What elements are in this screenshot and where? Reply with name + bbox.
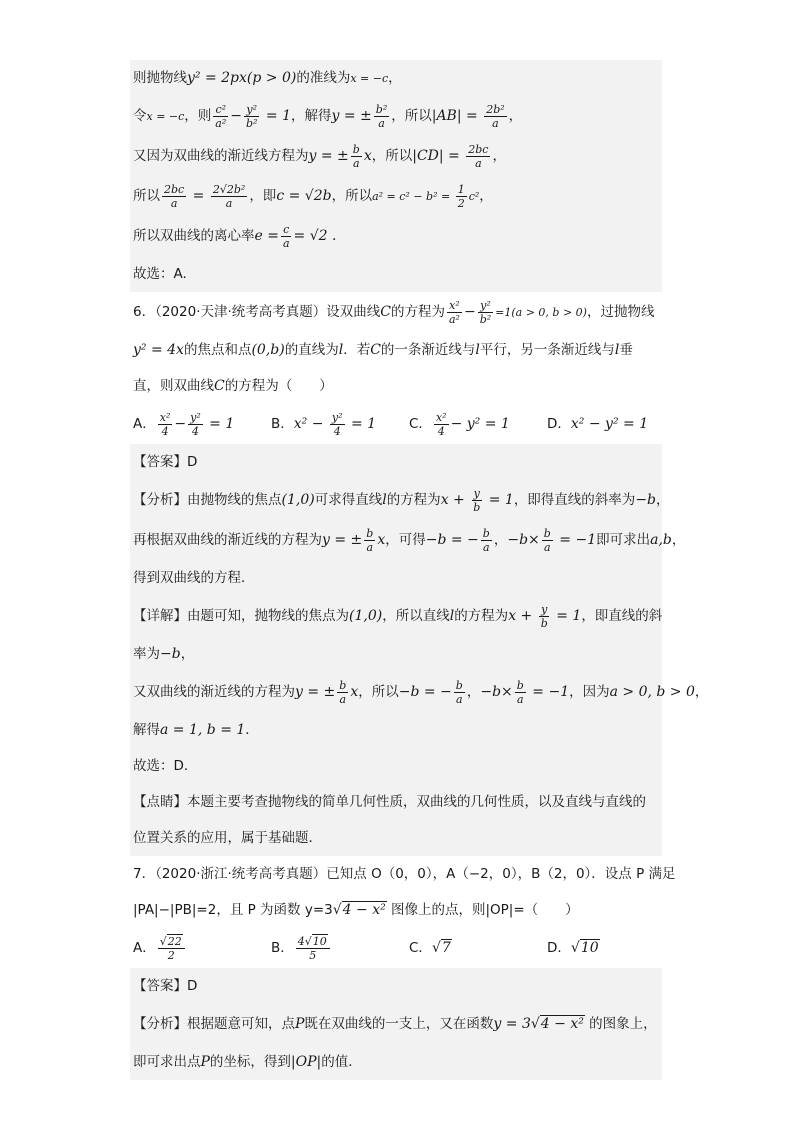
- text: 平行，另一条渐近线与: [479, 342, 615, 358]
- option-b[interactable]: B．x² − $\frac{\text{y²}}{4}$ = 1: [271, 410, 377, 438]
- formula: = √2 .: [293, 228, 337, 244]
- text-line: 【详解】由题可知，抛物线的焦点为(1,0)，所以直线l的方程为x + $\frac{y}{b}$ = 1，即直线的斜: [133, 602, 663, 630]
- analysis-text: 【分析】根据题意可知，点: [133, 1016, 295, 1032]
- solution-block-q6: [130, 444, 709, 856]
- formula: x = −c: [350, 72, 389, 85]
- text-line: 【分析】由抛物线的焦点(1,0)可求得直线l的方程为x + $\frac{y}{b}$ = 1，即得直线的斜率为−b，: [133, 486, 670, 514]
- solution-block-q5: [130, 60, 662, 292]
- text-line: [130, 560, 662, 596]
- formula: y² = 4x: [133, 342, 184, 358]
- text: ，: [508, 108, 523, 124]
- fraction: $\frac{\text{x²}}{\text{a²}}$: [449, 298, 460, 326]
- answer-label: 【答案】D: [133, 978, 198, 994]
- text-line: 又因为双曲线的渐近线方程为y = ± $\frac{b}{a}$ x，所以|CD| = $\frac{2bc}{a}$ ，: [133, 142, 506, 170]
- formula: c = √2b: [276, 188, 332, 204]
- fraction: $\frac{\text{b²}}{a}$: [375, 102, 388, 130]
- text-line: 所以 $\frac{2bc}{a}$ = $\frac{\text{2√2b²}}{a}$ ，即c = √2b，所以a² = c² − b² = $\frac{1}{2}$ c²，: [133, 182, 493, 210]
- text-line: 率为−b，: [133, 646, 195, 662]
- formula: x = −c: [146, 110, 185, 123]
- option-d[interactable]: D．x² − y² = 1: [547, 416, 649, 432]
- text: 的直线为: [284, 342, 339, 358]
- text-line: [130, 444, 662, 480]
- formula: (0,b): [251, 342, 285, 358]
- text-line: 令x = −c，则 $\frac{\text{c²}}{\text{a²}}$ − $\frac{\text{y²}}{\text{b²}}$ = 1，解得y = ± $\frac{\text{b²}}{a}$ ，所以|AB| = $\frac{\text{2b²}}{a}$ ，: [133, 102, 523, 130]
- solution-block-q7: [130, 968, 662, 1080]
- text: 的方程为: [391, 304, 445, 320]
- text: |PA|−|PB|=2，且 P 为函数 y=3: [133, 902, 333, 918]
- text: 的焦点和点: [183, 342, 252, 358]
- option-c[interactable]: C． $\frac{\text{x²}}{4}$ − y² = 1: [409, 410, 510, 438]
- fraction: $\frac{\text{2√2b²}}{a}$: [212, 182, 246, 210]
- answer-choice: 故选：A.: [133, 266, 187, 282]
- text-line: [130, 256, 662, 292]
- fraction: $\frac{2bc}{a}$: [164, 182, 185, 210]
- text: 的准线为: [296, 70, 351, 86]
- text: ，即: [249, 188, 277, 204]
- text: 令: [133, 108, 147, 124]
- text-line: [130, 968, 662, 1004]
- text-line: 即可求出点P的坐标，得到|OP|的值．: [133, 1054, 362, 1070]
- text-line: 又双曲线的渐近线的方程为y = ± $\frac{b}{a}$ x，所以−b = − $\frac{b}{a}$ ，−b× $\frac{b}{a}$ = −1，因为a > 0, b > 0，: [133, 678, 709, 706]
- text: ，所以: [331, 188, 373, 204]
- fraction: $\frac{1}{2}$: [457, 182, 465, 210]
- answer-choice: 故选：D．: [133, 758, 198, 774]
- document-page: [130, 60, 709, 1080]
- text-line: 【分析】根据题意可知，点P既在双曲线的一支上，又在函数y = 3√4 − x² 的图象上，: [133, 1016, 657, 1032]
- option-b[interactable]: B． $\frac{4√10}{5}$: [271, 928, 409, 968]
- fraction: $\frac{\text{2b²}}{a}$: [486, 102, 505, 130]
- text-line: y² = 4x的焦点和点(0,b)的直线为l．若C的一条渐近线与l平行，另一条渐近线与l垂: [133, 342, 633, 358]
- text-line: 直，则双曲线C的方程为（ ）: [133, 378, 333, 394]
- text-line: 解得a = 1, b = 1．: [133, 722, 259, 738]
- text: 所以: [133, 188, 160, 204]
- formula: e =: [254, 228, 279, 244]
- answer-label: 【答案】D: [133, 454, 198, 470]
- comment-text: 【点睛】本题主要考查抛物线的简单几何性质，双曲线的几何性质，以及直线与直线的: [133, 794, 646, 810]
- analysis-text: 即可求出点: [133, 1054, 201, 1070]
- text: ，则: [184, 108, 212, 124]
- detail-text: 解得: [133, 722, 160, 738]
- comment-text: 位置关系的应用，属于基础题．: [133, 830, 322, 846]
- analysis-text: 得到双曲线的方程．: [133, 570, 255, 586]
- option-d[interactable]: D．√10: [547, 940, 599, 956]
- fraction: $\frac{\text{y²}}{\text{b²}}$: [246, 102, 258, 130]
- text-line: |PA|−|PB|=2，且 P 为函数 y=3√4 − x² 图像上的点，则|OP|=（ ）: [133, 902, 579, 918]
- text-line: [130, 60, 662, 96]
- analysis-text: 【分析】由抛物线的焦点: [133, 492, 282, 508]
- text: 垂: [619, 342, 633, 358]
- detail-text: 【详解】由题可知，抛物线的焦点为: [133, 608, 349, 624]
- fraction: $\frac{\text{c²}}{\text{a²}}$: [215, 102, 227, 130]
- fraction: $\frac{\text{y²}}{\text{b²}}$: [479, 298, 492, 326]
- text-line: 再根据双曲线的渐近线的方程为y = ± $\frac{b}{a}$ x，可得−b = − $\frac{b}{a}$ ，−b× $\frac{b}{a}$ = −1即可求出a,b，: [133, 526, 686, 554]
- text: 的方程为（ ）: [224, 378, 333, 394]
- options-row: [130, 928, 662, 968]
- text: ，所以: [371, 148, 413, 164]
- text: ．若: [343, 342, 371, 358]
- option-a[interactable]: A． $\frac{√22}{2}$: [133, 928, 271, 968]
- detail-text: 率为: [133, 646, 160, 662]
- text-line: [130, 856, 676, 892]
- detail-text: 又双曲线的渐近线的方程为: [133, 684, 295, 700]
- text: ，解得: [291, 108, 332, 124]
- text-line: 6．（2020·天津·统考高考真题）设双曲线C的方程为 $\frac{\text{x²}}{\text{a²}}$ − $\frac{\text{y²}}{\text{b²}}$ =1(a > 0, b > 0)，过抛物线: [133, 298, 655, 326]
- formula: y² = 2px(p > 0): [187, 70, 297, 86]
- text: 图像上的点，则|OP|=（ ）: [386, 902, 579, 918]
- text: ，过抛物线: [586, 304, 655, 320]
- question-6: [130, 292, 662, 444]
- text: 的一条渐近线与: [380, 342, 476, 358]
- text-line: [130, 784, 662, 820]
- text: 直，则双曲线: [133, 378, 214, 394]
- text: ，: [492, 148, 506, 164]
- question-stem: 7．（2020·浙江·统考高考真题）已知点 O（0，0），A（−2，0），B（2，0）．设点 P 满足: [133, 866, 676, 882]
- fraction: $\frac{b}{a}$: [352, 142, 360, 170]
- formula: 4 − x²: [342, 902, 386, 918]
- fraction: $\frac{c}{a}$: [282, 222, 290, 250]
- fraction: $\frac{2bc}{a}$: [468, 142, 489, 170]
- text-line: [130, 216, 662, 256]
- options-row: [130, 404, 662, 444]
- text: 所以双曲线的离心率: [133, 228, 255, 244]
- question-7: [130, 856, 676, 968]
- text: ，: [388, 70, 402, 86]
- analysis-text: 再根据双曲线的渐近线的方程为: [133, 532, 322, 548]
- question-stem: 6．（2020·天津·统考高考真题）设双曲线: [133, 304, 381, 320]
- text: ，: [479, 188, 493, 204]
- text: ，所以: [391, 108, 432, 124]
- text: 又因为双曲线的渐近线方程为: [133, 148, 309, 164]
- option-c[interactable]: C．√7: [409, 940, 451, 956]
- option-a[interactable]: A． $\frac{\text{x²}}{4}$ − $\frac{\text{y²}}{4}$ = 1: [133, 410, 235, 438]
- text: 则抛物线: [133, 70, 187, 86]
- text-line: [130, 748, 662, 784]
- text-line: [130, 820, 662, 856]
